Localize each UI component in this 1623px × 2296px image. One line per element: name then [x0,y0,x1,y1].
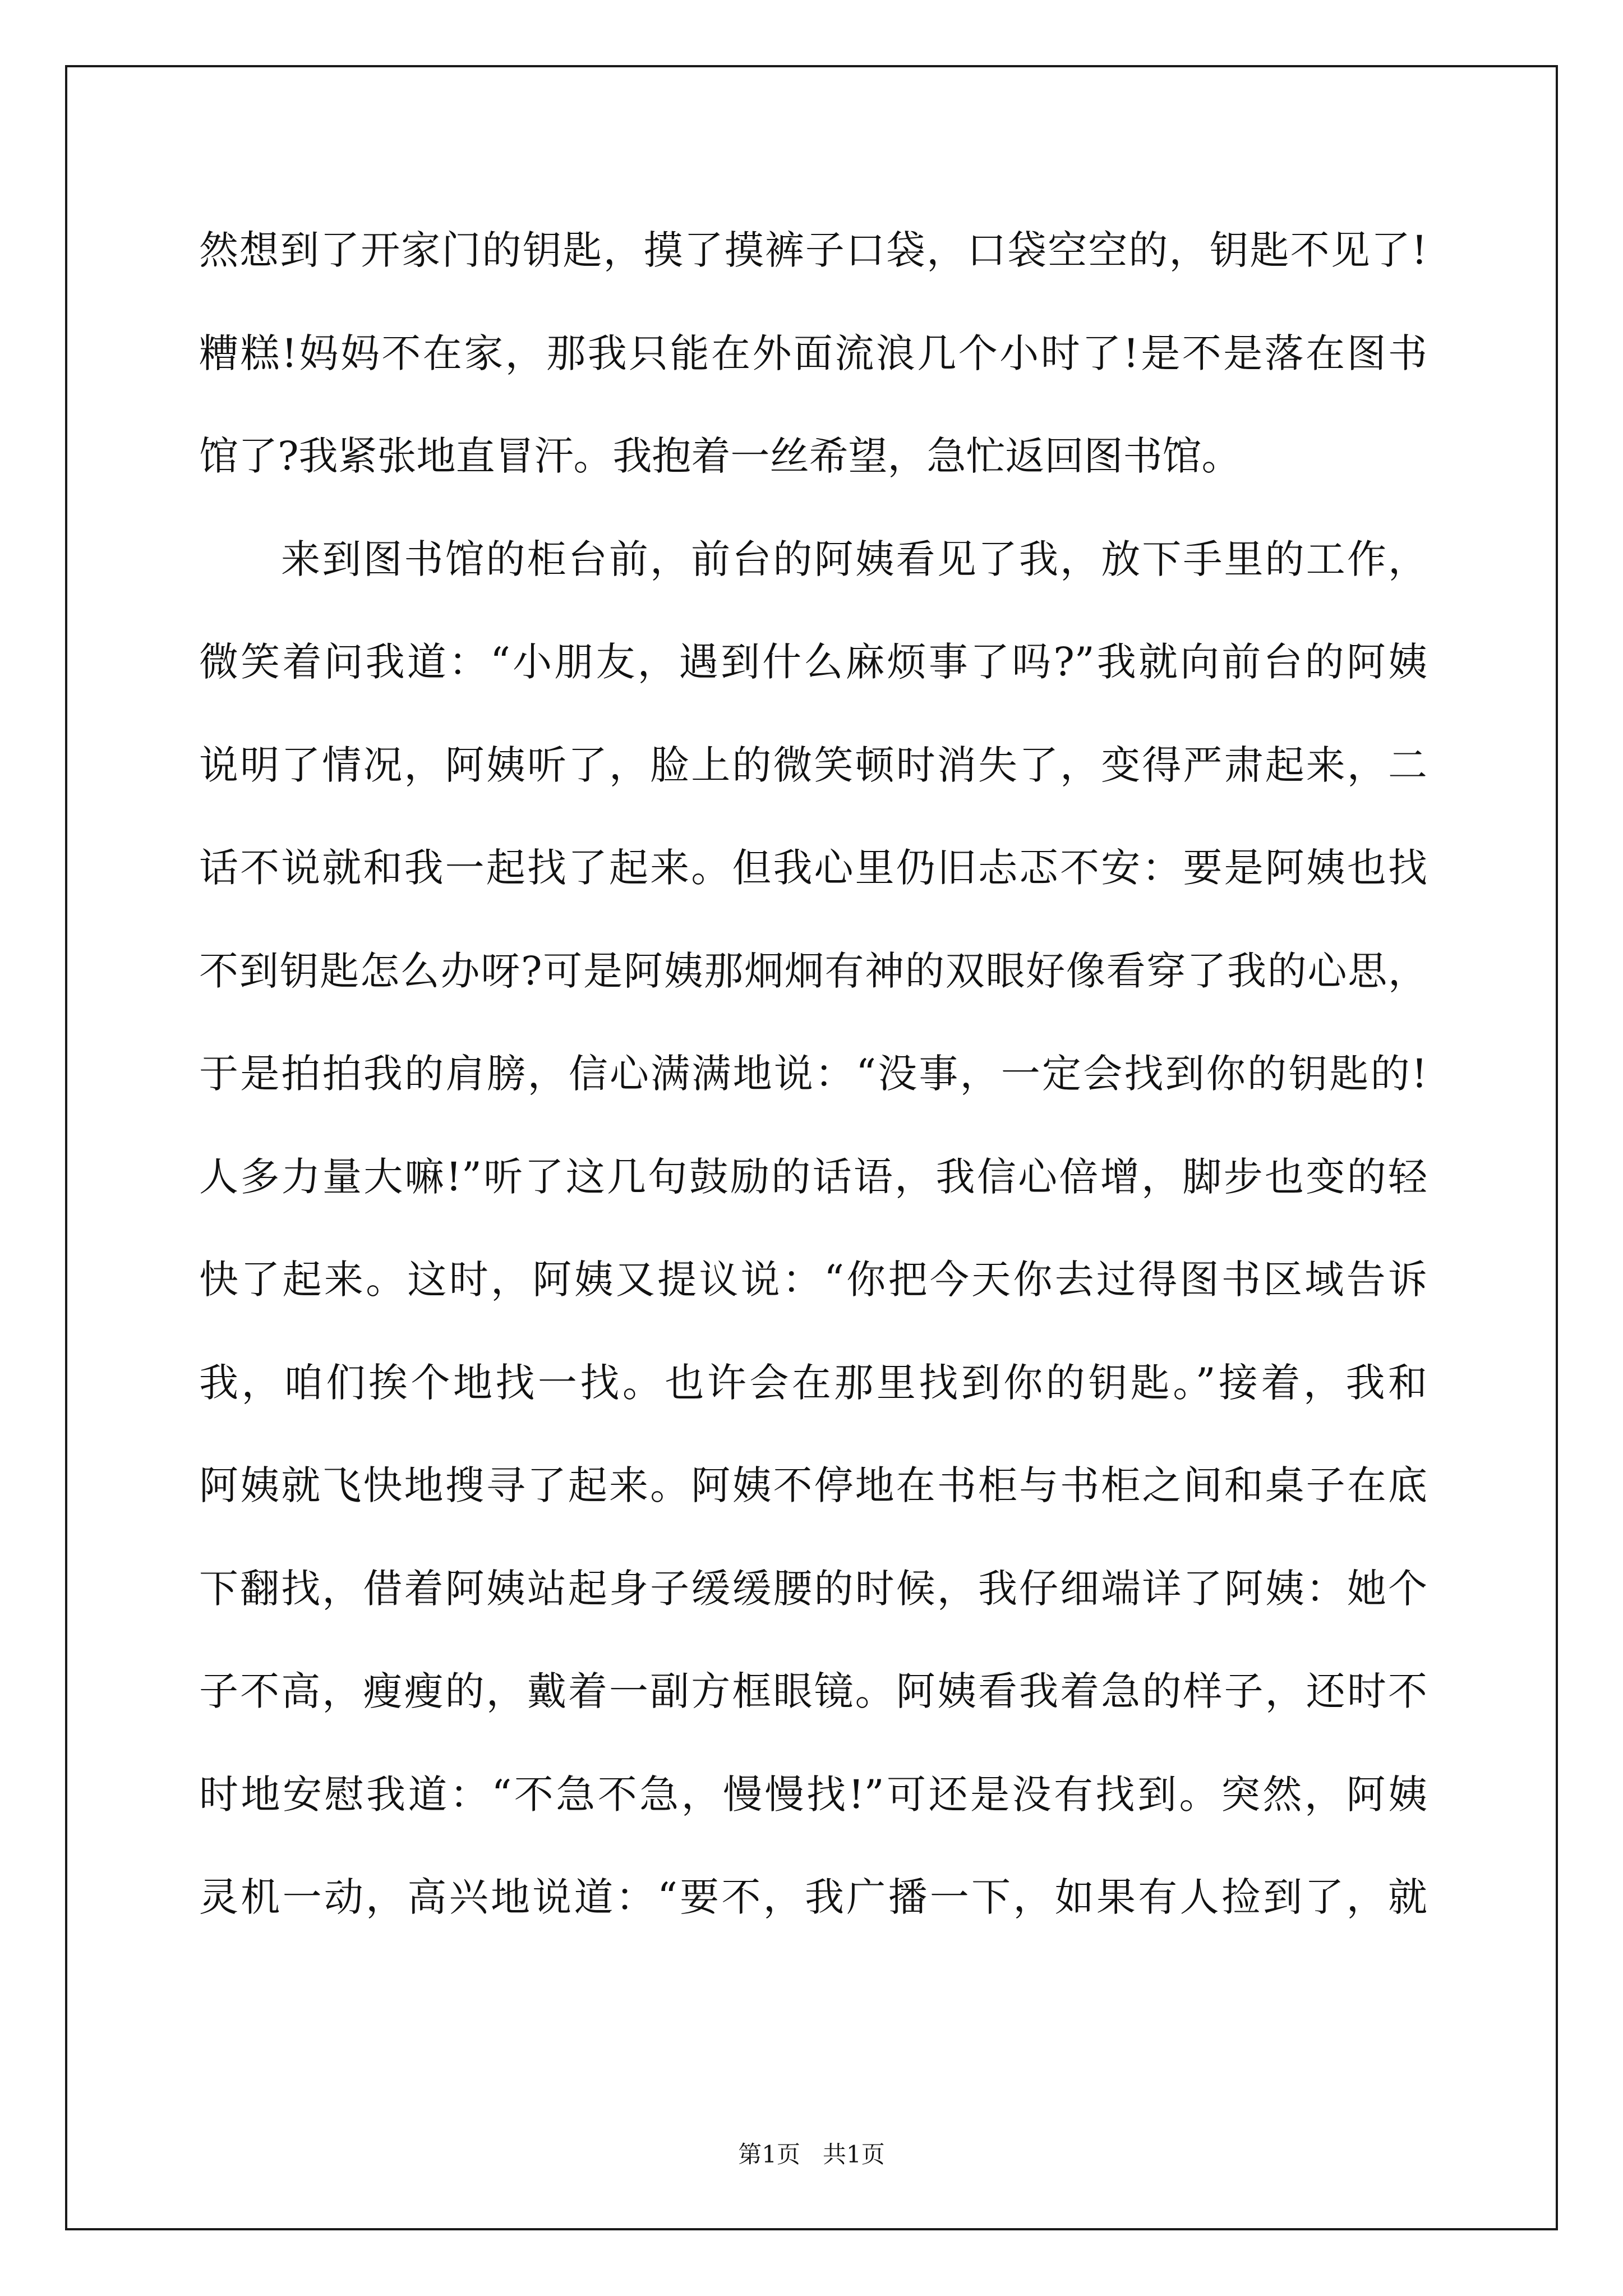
text-line: 我，咱们挨个地找一找。也许会在那里找到你的钥匙。”接着，我和 [199,1359,1427,1406]
text-line: 不到钥匙怎么办呀?可是阿姨那炯炯有神的双眼好像看穿了我的心思， [199,947,1427,994]
text-line: 话不说就和我一起找了起来。但我心里仍旧忐忑不安：要是阿姨也找 [199,845,1427,891]
text-line: 下翻找，借着阿姨站起身子缓缓腰的时候，我仔细端详了阿姨：她个 [199,1565,1427,1612]
text-line: 馆了?我紧张地直冒汗。我抱着一丝希望，急忙返回图书馆。 [199,433,1241,479]
text-line: 阿姨就飞快地搜寻了起来。阿姨不停地在书柜与书柜之间和桌子在底 [199,1462,1427,1508]
text-line: 快了起来。这时，阿姨又提议说：“你把今天你去过得图书区域告诉 [199,1257,1427,1303]
text-line: 说明了情况，阿姨听了，脸上的微笑顿时消失了，变得严肃起来，二 [199,742,1427,788]
text-line: 时地安慰我道：“不急不急，慢慢找!”可还是没有找到。突然，阿姨 [199,1771,1427,1818]
text-line: 人多力量大嘛!”听了这几句鼓励的话语，我信心倍增，脚步也变的轻 [199,1153,1427,1200]
text-line: 然想到了开家门的钥匙，摸了摸裤子口袋，口袋空空的，钥匙不见了! [199,227,1427,273]
page-footer: 第1页 共1页 [738,2141,885,2168]
document-body [199,199,1427,1949]
text-line: 来到图书馆的柜台前，前台的阿姨看见了我，放下手里的工作， [281,536,1427,582]
text-line: 于是拍拍我的肩膀，信心满满地说：“没事，一定会找到你的钥匙的! [199,1051,1427,1097]
text-line: 微笑着问我道：“小朋友，遇到什么麻烦事了吗?”我就向前台的阿姨 [199,639,1427,685]
text-line: 灵机一动，高兴地说道：“要不，我广播一下，如果有人捡到了，就 [199,1874,1427,1920]
text-line: 子不高，瘦瘦的，戴着一副方框眼镜。阿姨看我着急的样子，还时不 [199,1668,1427,1714]
text-line: 糟糕!妈妈不在家，那我只能在外面流浪几个小时了!是不是落在图书 [199,330,1427,376]
